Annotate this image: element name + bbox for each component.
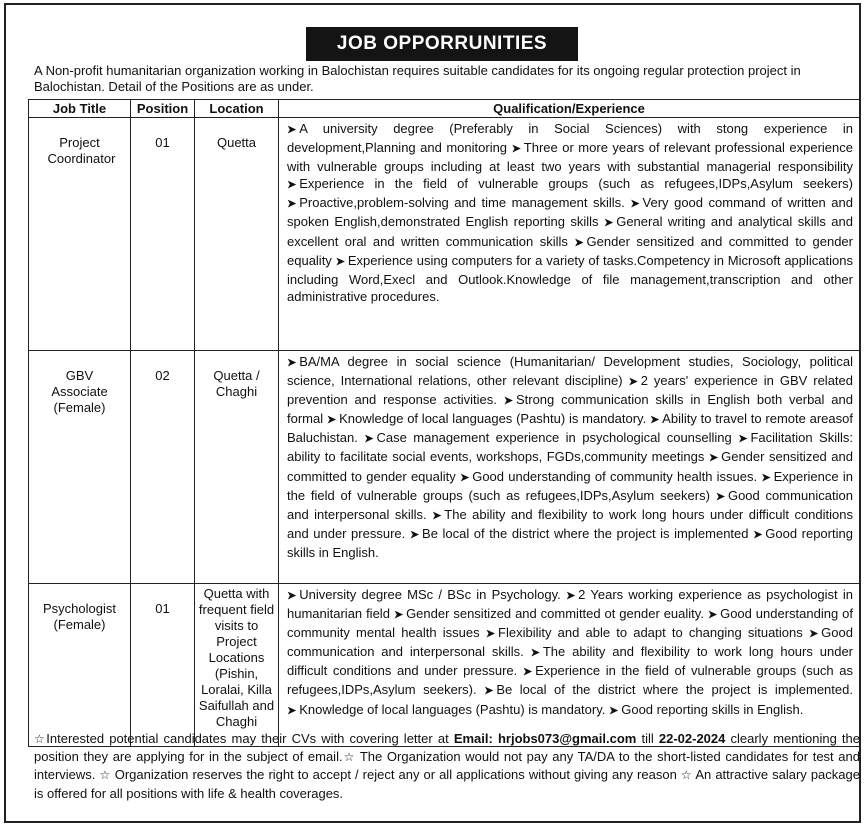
qualification-item: Good reporting skills in English. (287, 525, 853, 560)
intro-text: A Non-profit humanitarian organization working in Balochistan requires suitable candidates for its ongoing regular protection project in Balochistan. Detail of the Positions are as under. (34, 63, 801, 94)
arrow-bullet-icon: ➤ (287, 179, 297, 192)
qualification-item: Ability to travel to remote areasof Baluchistan. (287, 411, 853, 446)
qualifications (279, 351, 860, 584)
arrow-bullet-icon: ➤ (287, 357, 297, 369)
job-title (29, 118, 131, 351)
arrow-bullet-icon: ➤ (808, 628, 819, 641)
qualification-item: University degree MSc / BSc in Psychology. (299, 587, 561, 602)
arrow-bullet-icon: ➤ (708, 452, 719, 465)
job-title-text: Project Coordinator (47, 135, 116, 166)
job-title (29, 351, 131, 584)
arrow-bullet-icon: ➤ (630, 198, 640, 211)
qualification-item: The ability and flexibility to work long hours under difficult conditions and under pressure. (287, 506, 853, 541)
qualification-item: Very good command of written and spoken English,demonstrated English reporting skills (287, 195, 854, 230)
qualification-item: General writing and analytical skills and excellent oral and written communication skills (287, 214, 853, 249)
qualification-item: Strong communication skills in English both verbal and formal (287, 392, 853, 427)
qualification-item: Good understanding of community mental health issues (287, 606, 853, 641)
qualification-item: The ability and flexibility to work long hours under difficult conditions and under pressure. (287, 644, 853, 679)
qualification-item: Be local of the district where the project is implemented (422, 525, 749, 541)
arrow-bullet-icon: ➤ (609, 704, 619, 717)
footer-note-ta-da: The Organization would not pay any TA/DA to the short-listed candidates for test and interviews. (34, 749, 861, 783)
arrow-bullet-icon: ➤ (484, 685, 494, 698)
table-row (29, 351, 860, 584)
arrow-bullet-icon: ➤ (753, 528, 763, 541)
arrow-bullet-icon: ➤ (530, 647, 540, 660)
arrow-bullet-icon: ➤ (574, 236, 584, 249)
header-job-title: Job Title (29, 100, 131, 118)
arrow-bullet-icon: ➤ (326, 414, 337, 427)
arrow-bullet-icon: ➤ (485, 628, 496, 641)
qualification-item: Flexibility and able to adapt to changing situations (498, 625, 803, 641)
qualification-item: BA/MA degree in social science (Humanitarian/ Development studies, Sociology, political science, International relations, other relevant discipline) (287, 354, 853, 389)
arrow-bullet-icon: ➤ (511, 143, 521, 156)
positions-table (28, 99, 860, 747)
qualification-item: 2 years' experience in GBV related prevention and response activities. (287, 373, 854, 408)
qualification-item: Experience in the field of vulnerable groups (such as refugees,IDPs,Asylum seekers) (299, 176, 853, 192)
page-title: JOB OPPORRUNITIES (306, 27, 578, 61)
footer-text-1: Interested potential candidates may their CVs with covering letter at (46, 731, 454, 746)
footer-text-3: clearly mentioning the position they are applying for in the subject of email. (34, 731, 860, 765)
arrow-bullet-icon: ➤ (761, 471, 771, 484)
arrow-bullet-icon: ➤ (522, 666, 533, 679)
qualifications (279, 118, 860, 351)
location-text: Quetta with frequent field visits to Project Locations (Pishin, Loralai, Killa Saifullah and Chaghi (198, 586, 275, 729)
position-count: 01 (131, 584, 195, 747)
arrow-bullet-icon: ➤ (335, 255, 345, 268)
star-outline-icon: ☆ (342, 750, 356, 765)
arrow-bullet-icon: ➤ (503, 395, 513, 408)
position-count: 02 (131, 351, 195, 584)
qualification-item: 2 Years working experience as psychologist in humanitarian field (287, 587, 853, 622)
qualification-item: Good communication and interpersonal skills. (287, 487, 853, 522)
header-location: Location (195, 100, 279, 118)
qualification-item: Experience using computers for a variety of tasks.Competency in Microsoft applications including Word,Execl and Outlook.Knowledge of file management,transcription and other administrative procedures. (287, 252, 853, 304)
star-outline-icon: ☆ (34, 732, 47, 746)
qualification-item: Facilitation Skills: ability to facilitate social events, workshops, FGDs,community meetings (287, 430, 853, 465)
arrow-bullet-icon: ➤ (409, 528, 420, 541)
arrow-bullet-icon: ➤ (432, 509, 442, 522)
arrow-bullet-icon: ➤ (628, 376, 638, 389)
job-advertisement (4, 3, 861, 823)
header-qualification: Qualification/Experience (279, 100, 860, 118)
qualification-item: Experience in the field of vulnerable groups (such as refugees,IDPs,Asylum seekers). (287, 663, 853, 698)
footer-text-2: till (636, 731, 659, 746)
qualification-item: Gender sensitized and committed to gender equality (287, 449, 853, 484)
qualification-item: Good communication and interpersonal skills. (287, 625, 853, 660)
arrow-bullet-icon: ➤ (287, 198, 297, 211)
arrow-bullet-icon: ➤ (565, 590, 576, 602)
qualification-item: Three or more years of relevant professional experience with vulnerable groups including at least two years with substantial managerial responsibility (287, 140, 853, 175)
job-title-text: GBV Associate (Female) (51, 368, 108, 415)
contact-email[interactable]: Email: hrjobs073@gmail.com (453, 731, 637, 746)
table-row (29, 584, 860, 747)
qualification-item: Gender sensitized and committed to gender equality (287, 233, 853, 268)
qualification-item: Case management experience in psychological counselling (376, 430, 732, 446)
location: Quetta (195, 118, 279, 351)
star-outline-icon: ☆ (680, 768, 693, 783)
table-header-row (29, 100, 860, 118)
location (195, 584, 279, 747)
qualification-item: Good understanding of community health issues. (472, 468, 758, 484)
arrow-bullet-icon: ➤ (364, 433, 374, 446)
arrow-bullet-icon: ➤ (715, 490, 725, 503)
arrow-bullet-icon: ➤ (460, 471, 470, 484)
job-title (29, 584, 131, 747)
arrow-bullet-icon: ➤ (287, 124, 297, 136)
position-count: 01 (131, 118, 195, 351)
location-text: Quetta / Chaghi (213, 368, 260, 399)
qualification-item: Experience in the field of vulnerable groups (such as refugees,IDPs,Asylum seekers) (287, 468, 853, 503)
footer-note-salary: An attractive salary package is offered for all positions with life & health coverages. (34, 767, 860, 801)
star-outline-icon: ☆ (99, 768, 111, 783)
arrow-bullet-icon: ➤ (649, 414, 660, 427)
qualification-item: A university degree (Preferably in Social Sciences) with stong experience in development,Planning and monitoring (287, 121, 853, 156)
qualification-item: Knowledge of local languages (Pashtu) is mandatory. (299, 701, 606, 717)
job-title-text: Psychologist (Female) (43, 601, 116, 632)
qualification-item: Proactive,problem-solving and time management skills. (299, 195, 625, 211)
location (195, 351, 279, 584)
footer-note-rights: Organization reserves the right to accept / reject any or all applications without giving any reason (114, 767, 677, 783)
arrow-bullet-icon: ➤ (393, 609, 404, 622)
qualifications (279, 584, 860, 747)
header-position: Position (131, 100, 195, 118)
qualification-item: Good reporting skills in English. (621, 701, 804, 717)
qualification-item: Knowledge of local languages (Pashtu) is mandatory. (339, 411, 647, 427)
arrow-bullet-icon: ➤ (287, 590, 297, 602)
deadline-date: 22-02-2024 (658, 731, 726, 746)
arrow-bullet-icon: ➤ (738, 433, 748, 446)
arrow-bullet-icon: ➤ (604, 217, 614, 230)
arrow-bullet-icon: ➤ (287, 704, 297, 717)
arrow-bullet-icon: ➤ (707, 609, 718, 622)
qualification-item: Gender sensitized and committed ot gender euality. (406, 606, 704, 622)
table-row (29, 118, 860, 351)
qualification-item: Be local of the district where the project is implemented. (496, 682, 853, 698)
application-instructions (34, 730, 860, 802)
